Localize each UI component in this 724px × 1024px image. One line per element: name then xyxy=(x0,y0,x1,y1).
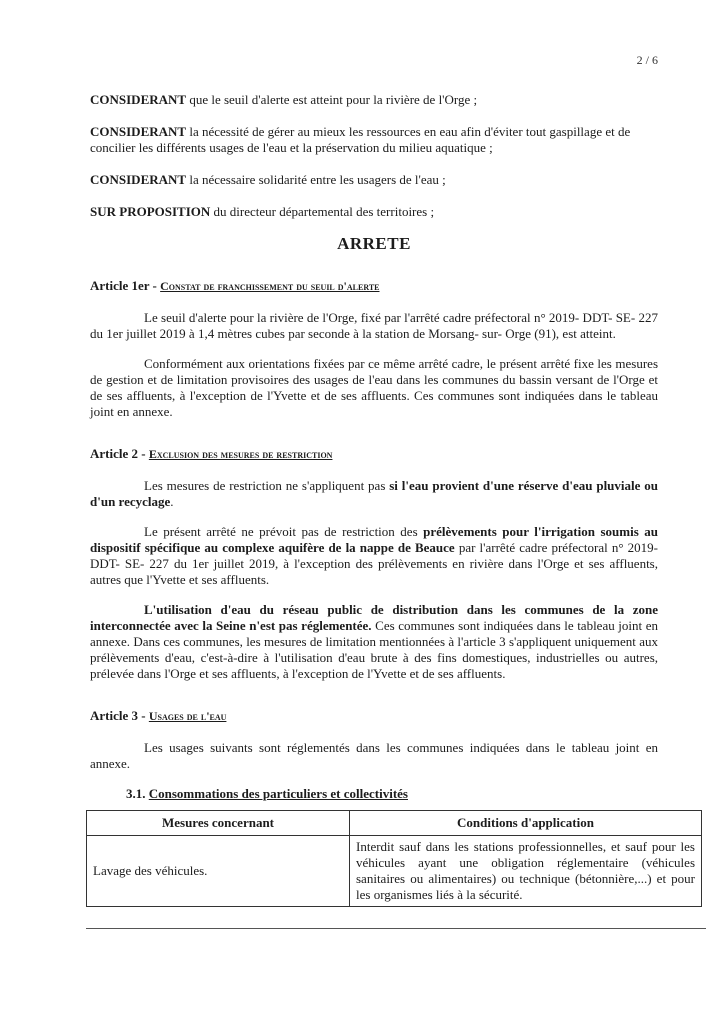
table-header: Mesures concernant xyxy=(87,811,350,836)
measures-table xyxy=(86,810,702,907)
article-2-heading: Article 2 - Exclusion des mesures de restriction xyxy=(90,446,333,461)
table-cell-condition: Interdit sauf dans les stations professionnelles, et sauf pour les véhicules ayant une obligation réglementaire (véhicules sanitaires ou alimentaires) ou technique (bétonnière,...) et pour les organismes liés à la sécurité. xyxy=(350,836,702,907)
article-2-paragraph-3: L'utilisation d'eau du réseau public de distribution dans les communes de la zone interconnectée avec la Seine n'est pas réglementée. Ces communes sont indiquées dans le tableau joint en annexe. Dans ces communes, les mesures de limitation mentionnées à l'article 3 s'appliquent uniquement aux prélèvements d'eau, c'est-à-dire à l'utilisation d'eau brute à des fins domestiques, industrielles ou autres, prélevée dans l'Orge et ses affluents, à l'exception de l'Yvette et de ses affluents. xyxy=(90,602,658,681)
article-1-paragraph-1: Le seuil d'alerte pour la rivière de l'Orge, fixé par l'arrêté cadre préfectoral n° 2019- DDT- SE- 227 du 1er juillet 2019 à 1,4 mètres cubes par seconde à la station de Morsang- sur- Orge (91), est atteint. xyxy=(90,310,658,341)
table-cell-mesure: Lavage des véhicules. xyxy=(87,836,350,907)
considerant-3: CONSIDERANT la nécessaire solidarité entre les usagers de l'eau ; xyxy=(90,172,446,187)
considerant-1: CONSIDERANT que le seuil d'alerte est atteint pour la rivière de l'Orge ; xyxy=(90,92,478,107)
document-body xyxy=(90,92,695,907)
table-header: Conditions d'application xyxy=(350,811,702,836)
table-row xyxy=(87,836,702,907)
considerant-2: CONSIDERANT la nécessité de gérer au mieux les ressources en eau afin d'éviter tout gaspillage et de concilier les différents usages de l'eau et la préservation du milieu aquatique ; xyxy=(90,124,631,155)
table-header-row xyxy=(87,811,702,836)
article-1-heading: Article 1er - Constat de franchissement du seuil d'alerte xyxy=(90,278,380,293)
article-2-paragraph-1: Les mesures de restriction ne s'appliquent pas si l'eau provient d'une réserve d'eau pluviale ou d'un recyclage. xyxy=(90,478,658,509)
article-3-heading: Article 3 - Usages de l'eau xyxy=(90,708,227,723)
divider xyxy=(86,928,706,929)
page-number: 2 / 6 xyxy=(636,53,658,67)
article-3-paragraph-1: Les usages suivants sont réglementés dans les communes indiquées dans le tableau joint en annexe. xyxy=(90,740,658,771)
article-2-paragraph-2: Le présent arrêté ne prévoit pas de restriction des prélèvements pour l'irrigation soumis au dispositif spécifique au complexe aquifère de la nappe de Beauce par l'arrêté cadre préfectoral n° 2019- DDT- SE- 227 du 1er juillet 2019, à l'exception des prélèvements en rivière dans l'Orge et ses affluents, autres que l'Yvette et ses affluents. xyxy=(90,524,659,587)
section-3-1-heading: 3.1. Consommations des particuliers et collectivités xyxy=(126,786,408,801)
sur-proposition: SUR PROPOSITION du directeur départemental des territoires ; xyxy=(90,204,435,219)
article-1-paragraph-2: Conformément aux orientations fixées par ce même arrêté cadre, le présent arrêté fixe les mesures de gestion et de limitation provisoires des usages de l'eau dans les communes du bassin versant de l'Orge et de ses affluents, à l'exception de l'Yvette et de ses affluents. Ces communes sont indiquées dans le tableau joint en annexe. xyxy=(90,356,658,419)
arrete-heading: ARRETE xyxy=(337,234,411,253)
